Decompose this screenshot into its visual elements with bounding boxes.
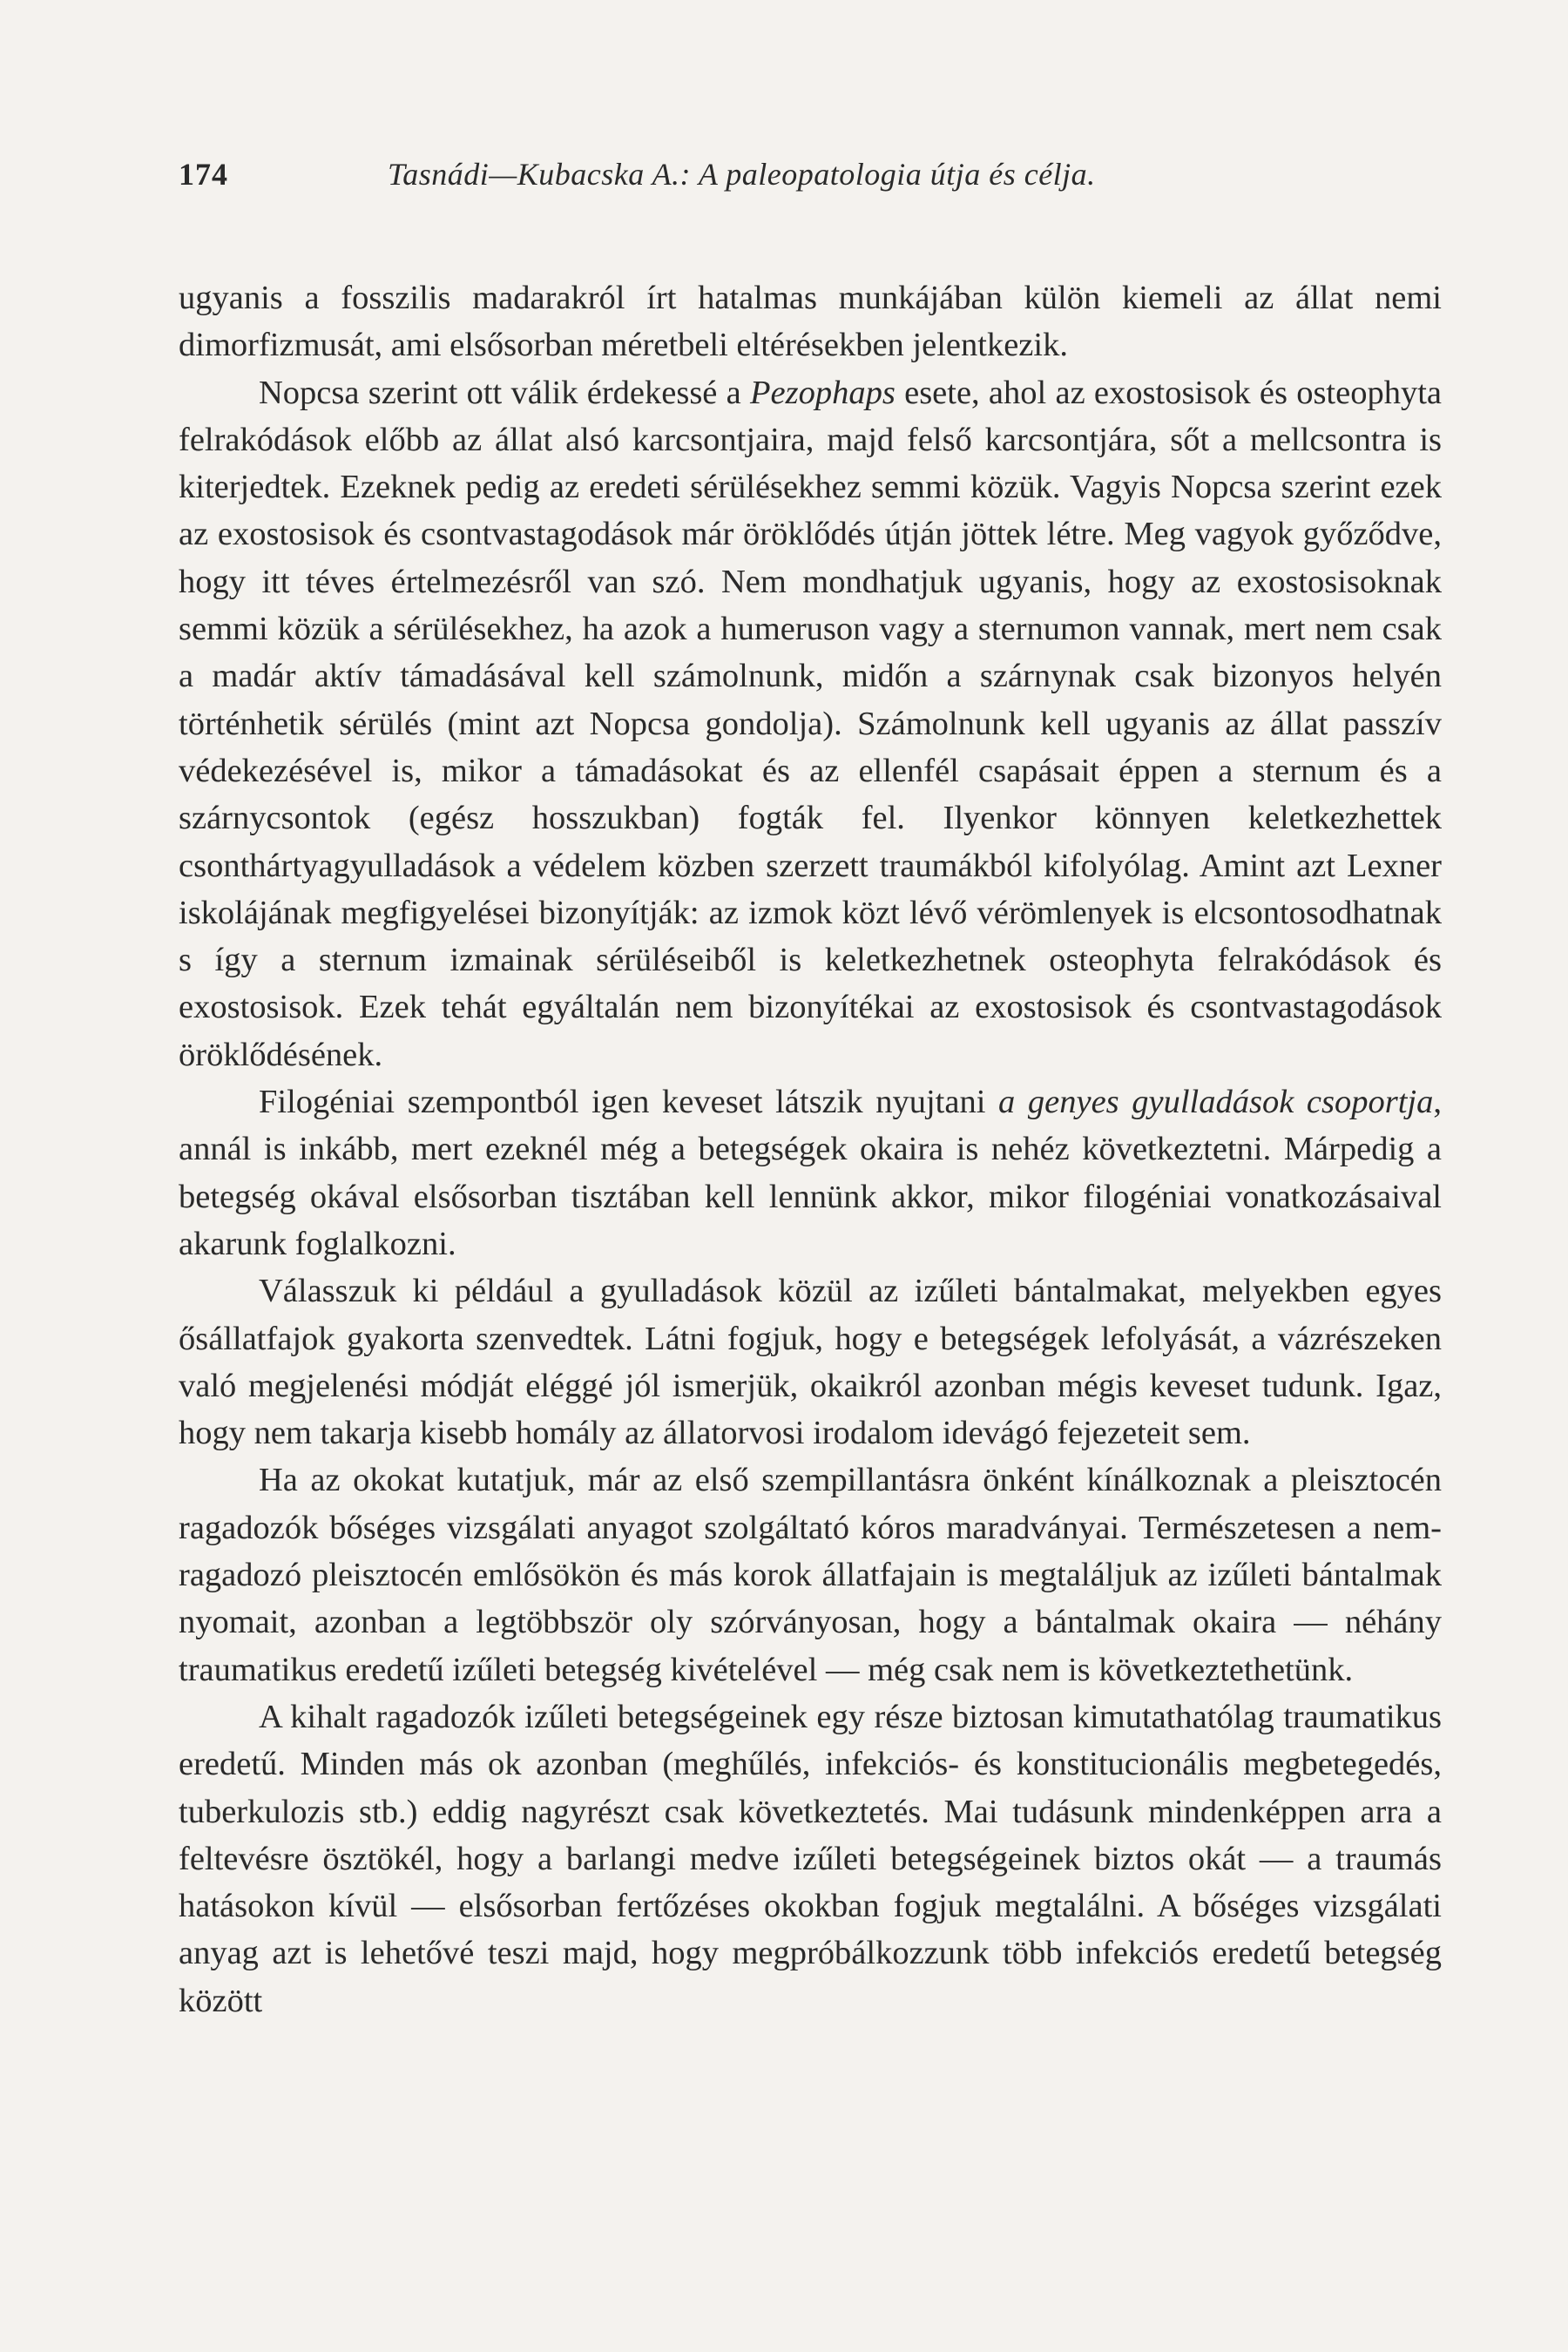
paragraph-2-start: Nopcsa szerint ott válik érdekessé a	[259, 374, 751, 411]
page-number: 174	[179, 157, 228, 192]
paragraph-3-italic-term: a genyes gyulladások csoportja	[998, 1084, 1434, 1121]
paragraph-6: A kihalt ragadozók izűleti betegségeinek egy része biztosan kimutathatólag traumatikus eredetű. Minden más ok azonban (meghűlés, infekciós- és konstitucionális megbetegedés, tuberkulozis stb.) eddig nagyrészt csak következtetés. Mai tudásunk mindenképpen arra a feltevésre ösztökél, hogy a barlangi medve izűleti betegségeinek biztos okát — a traumás hatásokon kívül — elsősorban fertőzéses okokban fogjuk megtalálni. A bőséges vizsgálati anyag azt is lehetővé teszi majd, hogy megpróbálkozzunk több infekciós eredetű betegség között	[179, 1698, 1442, 2019]
running-title: Tasnádi—Kubacska A.: A paleopatologia útja és célja.	[388, 157, 1096, 192]
paragraph-2-italic-term: Pezophaps	[750, 374, 896, 411]
running-header	[179, 148, 1433, 200]
paragraph-3-rest: , annál is inkább, mert ezeknél még a betegségek okaira is nehéz következtetni. Márpedig a betegség okával elsősorban tisztában kell lennünk akkor, mikor filogéniai vonatkozásaival akarunk foglalkozni.	[179, 1084, 1443, 1262]
paragraph-2	[179, 369, 1442, 1078]
paragraph-3-start: Filogéniai szempontból igen keveset látszik nyujtani	[259, 1084, 999, 1121]
body-text	[179, 274, 1442, 2024]
paragraph-4: Válasszuk ki például a gyulladások közül az izűleti bántalmakat, melyekben egyes ősállatfajok gyakorta szenvedtek. Látni fogjuk, hogy e betegségek lefolyását, a vázrészeken való megjelenési módját eléggé jól ismerjük, okaikról azonban mégis keveset tudunk. Igaz, hogy nem takarja kisebb homály az állatorvosi irodalom idevágó fejezeteit sem.	[179, 1273, 1442, 1452]
paragraph-5: Ha az okokat kutatjuk, már az első szempillantásra önként kínálkoznak a pleisztocén ragadozók bőséges vizsgálati anyagot szolgáltató kóros maradványai. Természetesen a nem-ragadozó pleisztocén emlősökön és más korok állatfajain is megtaláljuk az izűleti bántalmak nyomait, azonban a legtöbbször oly szórványosan, hogy a bántalmak okaira — néhány traumatikus eredetű izűleti betegség kivételével — még csak nem is következtethetünk.	[179, 1462, 1442, 1688]
paragraph-2-rest: esete, ahol az exostosisok és osteophyta felrakódások előbb az állat alsó karcsontjaira, majd felső karcsontjára, sőt a mellcsontra is kiterjedtek. Ezeknek pedig az eredeti sérülésekhez semmi közük. Vagyis Nopcsa szerint ezek az exostosisok és csontvastagodások már öröklődés útján jöttek létre. Meg vagyok győződve, hogy itt téves értelmezésről van szó. Nem mondhatjuk ugyanis, hogy az exostosisoknak semmi közük a sérülésekhez, ha azok a humeruson vagy a sternumon vannak, mert nem csak a madár aktív támadásával kell számolnunk, midőn a szárnynak csak bizonyos helyén történhetik sérülés (mint azt Nopcsa gondolja). Számolnunk kell ugyanis az állat passzív védekezésével is, mikor a támadásokat és az ellenfél csapásait éppen a sternum és a szárnycsontok (egész hosszukban) fogták fel. Ilyenkor könnyen keletkezhettek csonthártyagyulladások a védelem közben szerzett traumákból kifolyólag. Amint azt Lexner iskolájának megfigyelései bizonyítják: az izmok közt lévő vérömlenyek is elcsontosodhatnak s így a sternum izmainak sérüléseiből is keletkezhetnek osteophyta felrakódások és exostosisok. Ezek tehát egyáltalán nem bizonyítékai az exostosisok és csontvastagodások öröklődésének.	[179, 374, 1442, 1073]
paragraph-1: ugyanis a fosszilis madarakról írt hatalmas munkájában külön kiemeli az állat nemi dimorfizmusát, ami elsősorban méretbeli eltérésekben jelentkezik.	[179, 280, 1442, 364]
paragraph-3	[179, 1078, 1442, 1267]
